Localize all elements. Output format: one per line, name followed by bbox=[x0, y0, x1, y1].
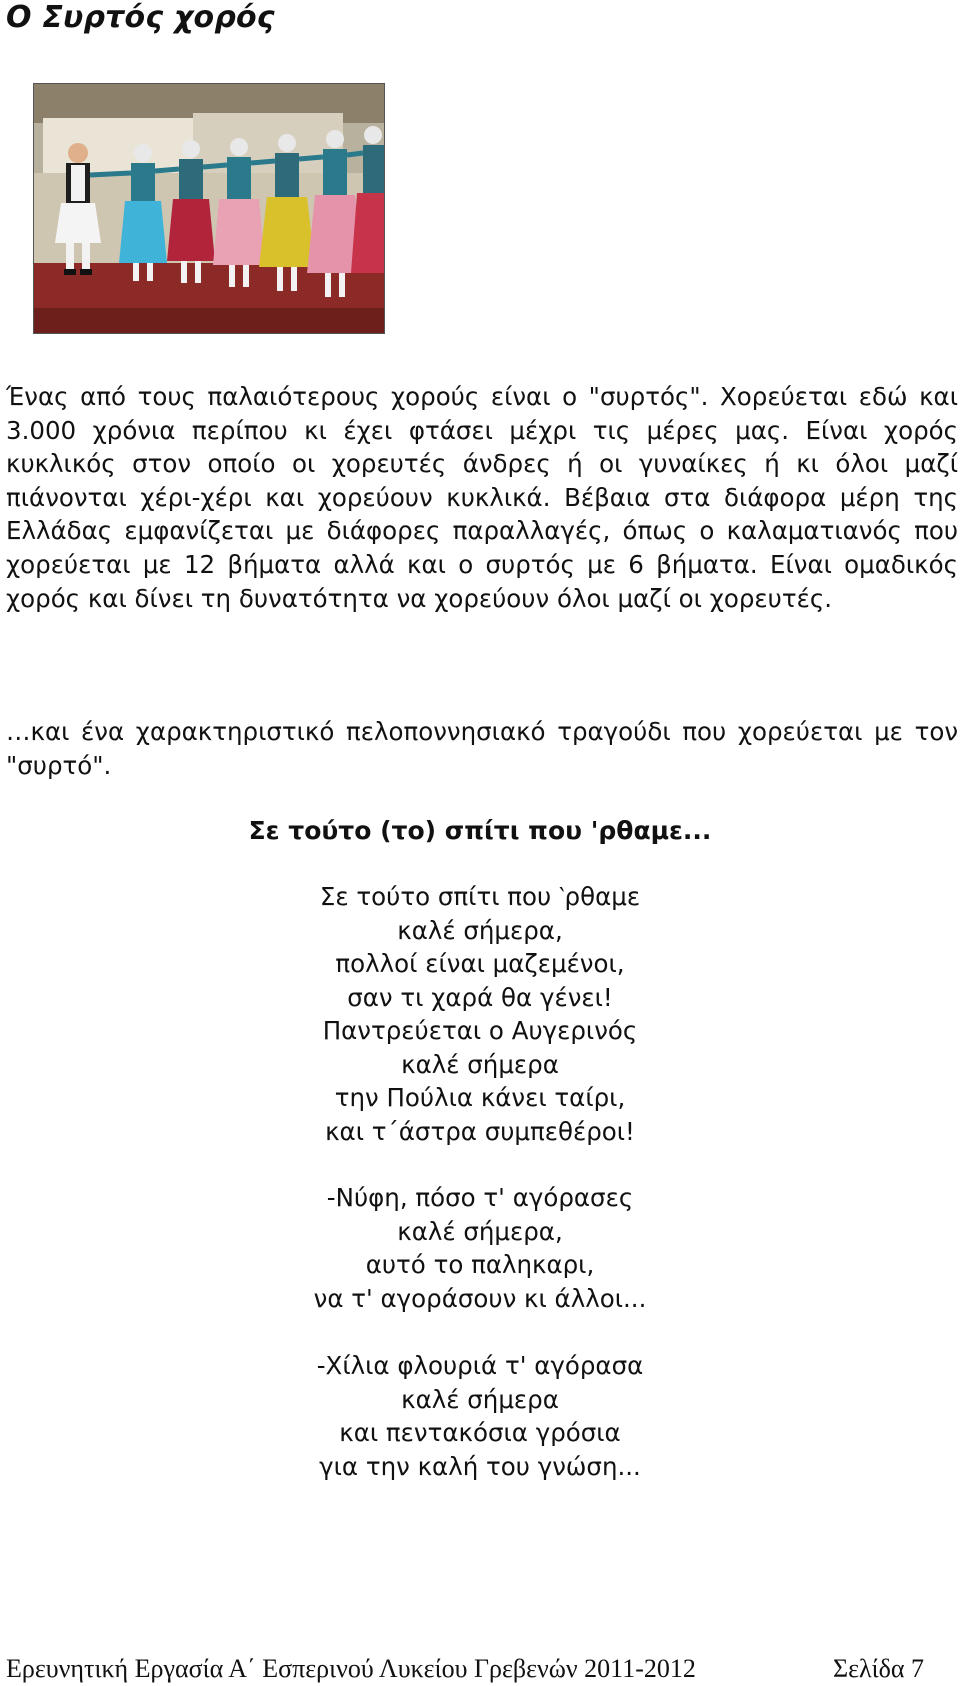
page-footer bbox=[6, 1654, 924, 1684]
stanza-line: πολλοί είναι μαζεμένοι, bbox=[335, 949, 625, 978]
song-stanza-3 bbox=[0, 1349, 960, 1483]
stanza-line: καλέ σήμερα, bbox=[397, 1216, 563, 1246]
stanza-line: Παντρεύεται ο Αυγερινός bbox=[322, 1016, 638, 1045]
song-stanza-2 bbox=[0, 1181, 960, 1315]
page-title: Ο Συρτός χορός bbox=[6, 0, 275, 35]
dancers-photo bbox=[33, 83, 385, 334]
footer-title: Ερευνητική Εργασία Α΄ Εσπερινού Λυκείου Γρεβενών 2011-2012 bbox=[6, 1654, 696, 1683]
stanza-line: σαν τι χαρά θα γένει! bbox=[347, 982, 613, 1012]
folk-dancers-illustration bbox=[33, 83, 385, 334]
stanza-line: -Νύφη, πόσο τ' αγόρασες bbox=[326, 1183, 634, 1212]
stanza-line: καλέ σήμερα, bbox=[397, 915, 563, 945]
page-number: Σελίδα 7 bbox=[832, 1654, 924, 1683]
stanza-line: και πεντακόσια γρόσια bbox=[339, 1418, 621, 1447]
stanza-line: την Πούλια κάνει ταίρι, bbox=[334, 1083, 626, 1112]
song-stanza-1 bbox=[0, 880, 960, 1148]
stanza-line: και τ΄άστρα συμπεθέροι! bbox=[325, 1116, 635, 1146]
stanza-line: αυτό το παληκαρι, bbox=[365, 1250, 595, 1279]
stanza-line: να τ' αγοράσουν κι άλλοι... bbox=[313, 1283, 647, 1313]
stanza-line: καλέ σήμερα bbox=[401, 1049, 559, 1079]
intro-paragraph: Ένας από τους παλαιότερους χορούς είναι ο "συρτός". Χορεύεται εδώ και 3.000 χρόνια περίπου κι έχει φτάσει μέχρι τις μέρες μας. Είναι χορός κυκλικός στον οποίο οι χορευτές άνδρες ή οι γυναίκες ή κι όλοι μαζί πιάνονται χέρι-χέρι και χορεύουν κυκλικά. Βέβαια στα διάφορα μέρη της Ελλάδας εμφανίζεται με διάφορες παραλλαγές, όπως ο καλαματιανός που χορεύεται με 12 βήματα αλλά και ο συρτός με 6 βήματα. Είναι ομαδικός χορός και δίνει τη δυνατότητα να χορεύουν όλοι μαζί οι χορευτές. bbox=[6, 382, 958, 613]
stanza-line: -Χίλια φλουριά τ' αγόρασα bbox=[316, 1351, 644, 1380]
stanza-line: καλέ σήμερα bbox=[401, 1384, 559, 1414]
song-title: Σε τούτο (το) σπίτι που 'ρθαμε... bbox=[248, 816, 712, 845]
stanza-line: για την καλή του γνώση... bbox=[319, 1451, 641, 1481]
song-intro-paragraph: …και ένα χαρακτηριστικό πελοποννησιακό τραγούδι που χορεύεται με τον "συρτό". bbox=[6, 717, 958, 780]
stanza-line: Σε τούτο σπίτι που ‵ρθαμε bbox=[319, 882, 641, 911]
